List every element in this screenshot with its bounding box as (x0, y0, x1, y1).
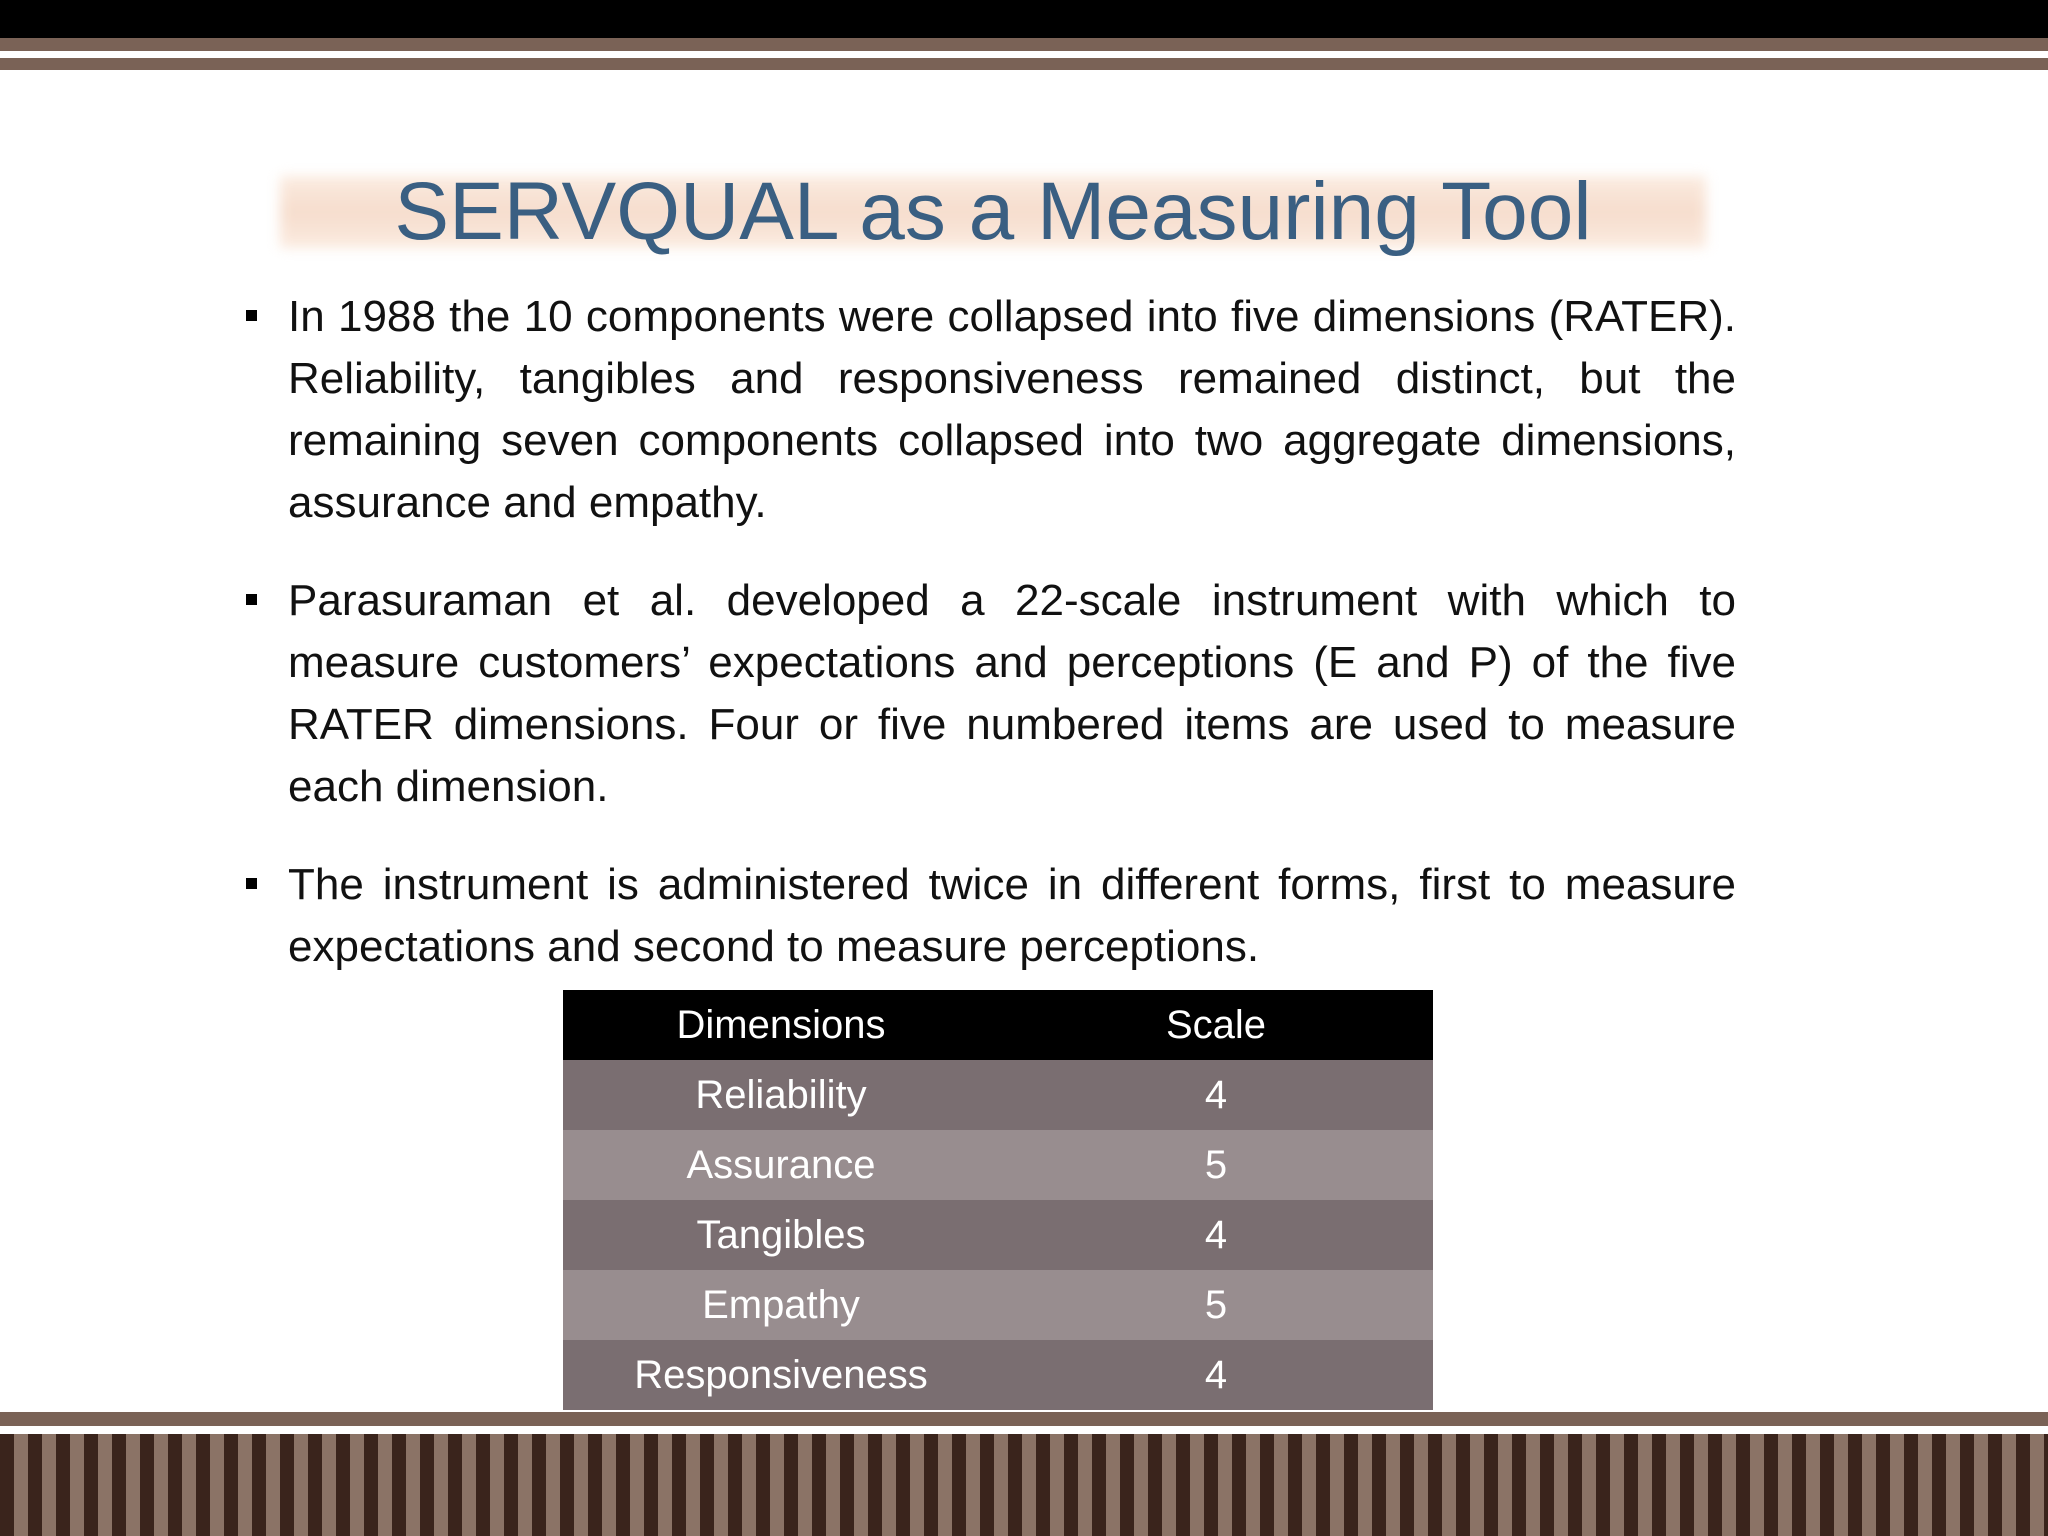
bullet-item (240, 570, 1736, 818)
header-dimensions: Dimensions (676, 1002, 886, 1047)
table-header-row (563, 990, 1433, 1060)
dimension-cell: Responsiveness (634, 1352, 928, 1397)
table-row (563, 1130, 1433, 1200)
bullet-item (240, 286, 1736, 534)
slide-title: SERVQUAL as a Measuring Tool (394, 166, 1592, 257)
table-row (563, 1270, 1433, 1340)
square-bullet-icon (246, 878, 257, 889)
top-stripe-secondary (0, 58, 2048, 70)
table-row (563, 1340, 1433, 1410)
bullet-text: Parasuraman et al. developed a 22-scale instrument with which to measure customers’ expectations and perceptions (E and P) of the five RATER dimensions. Four or five numbered items are used to measure each dimension. (288, 576, 1736, 811)
header-scale: Scale (1165, 1002, 1267, 1047)
bottom-stripe (0, 1412, 2048, 1426)
table-row (563, 1200, 1433, 1270)
scale-cell: 4 (1204, 1352, 1228, 1397)
dimension-cell: Assurance (686, 1142, 876, 1187)
dimensions-table (563, 990, 1433, 1410)
square-bullet-icon (246, 594, 257, 605)
scale-cell: 4 (1204, 1072, 1228, 1117)
scale-cell: 5 (1204, 1142, 1228, 1187)
dimension-cell: Empathy (702, 1282, 860, 1327)
scale-cell: 5 (1204, 1282, 1228, 1327)
top-border-bar (0, 0, 2048, 38)
scale-cell: 4 (1204, 1212, 1228, 1257)
bottom-striped-border (0, 1434, 2048, 1536)
bullet-text: In 1988 the 10 components were collapsed into five dimensions (RATER). Reliability, tangibles and responsiveness remained distinct, but the remaining seven components collapsed into two aggregate dimensions, assurance and empathy. (288, 292, 1736, 527)
bullet-text: The instrument is administered twice in different forms, first to measure expectations and second to measure perceptions. (288, 860, 1736, 971)
bullet-list (240, 286, 1736, 1014)
top-stripe (0, 38, 2048, 51)
bullet-item (240, 854, 1736, 978)
dimension-cell: Reliability (695, 1072, 867, 1117)
dimension-cell: Tangibles (696, 1212, 866, 1257)
table-row (563, 1060, 1433, 1130)
square-bullet-icon (246, 310, 257, 321)
